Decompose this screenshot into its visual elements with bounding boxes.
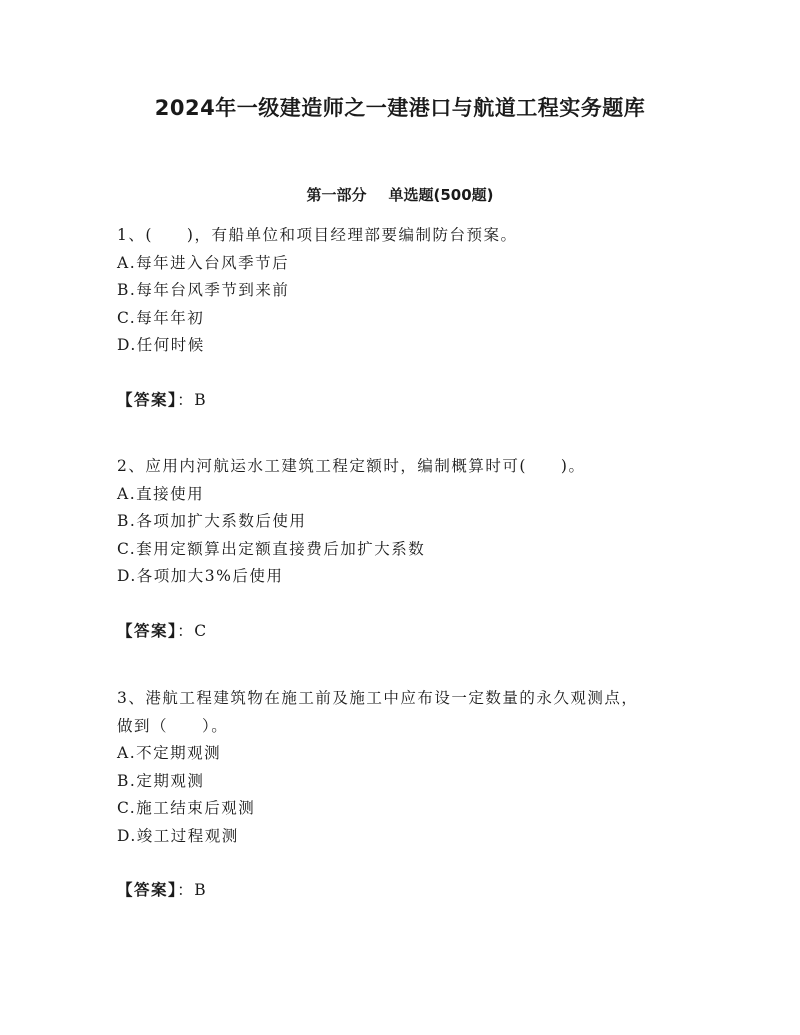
option-b: B.定期观测 [117,771,205,790]
answer-label: 【答案】 [117,390,178,409]
question-stem-line-1: 3、港航工程建筑物在施工前及施工中应布设一定数量的永久观测点， [117,689,639,707]
question-stem: 1、( )，有船单位和项目经理部要编制防台预案。 [117,226,518,244]
question-stem-line-2: 做到（ ）。 [117,716,229,735]
option-b: B.每年台风季节到来前 [117,281,290,299]
document-title: 2024年一级建造师之一建港口与航道工程实务题库 [154,96,646,120]
answer-separator: ： [177,881,195,899]
answer-separator: ： [177,621,195,640]
question-2 [117,453,697,645]
option-d: D.任何时候 [117,336,205,354]
answer-label: 【答案】 [117,621,178,640]
option-d: D.竣工过程观测 [117,826,239,845]
section-part: 第一部分 [306,186,367,204]
answer-separator: ： [177,390,195,409]
option-d: D.各项加大3%后使用 [117,567,284,585]
option-c: C.每年年初 [117,308,205,327]
option-c: C.施工结束后观测 [117,799,256,817]
option-a: A.每年进入台风季节后 [117,253,290,272]
question-stem: 2、应用内河航运水工建筑工程定额时，编制概算时可( )。 [117,457,586,475]
option-c: C.套用定额算出定额直接费后加扩大系数 [117,539,426,558]
section-name: 单选题(500题) [388,186,494,204]
answer-line [117,618,697,646]
question-3 [117,685,697,905]
question-1 [117,222,697,414]
option-a: A.直接使用 [117,484,205,503]
answer-line [117,387,697,415]
answer-value: B [194,881,208,899]
option-b: B.各项加扩大系数后使用 [117,512,307,530]
answer-label: 【答案】 [117,881,178,899]
answer-value: B [194,390,208,409]
answer-value: C [194,621,208,640]
answer-line [117,877,697,905]
option-a: A.不定期观测 [117,744,222,762]
section-heading [0,184,800,205]
